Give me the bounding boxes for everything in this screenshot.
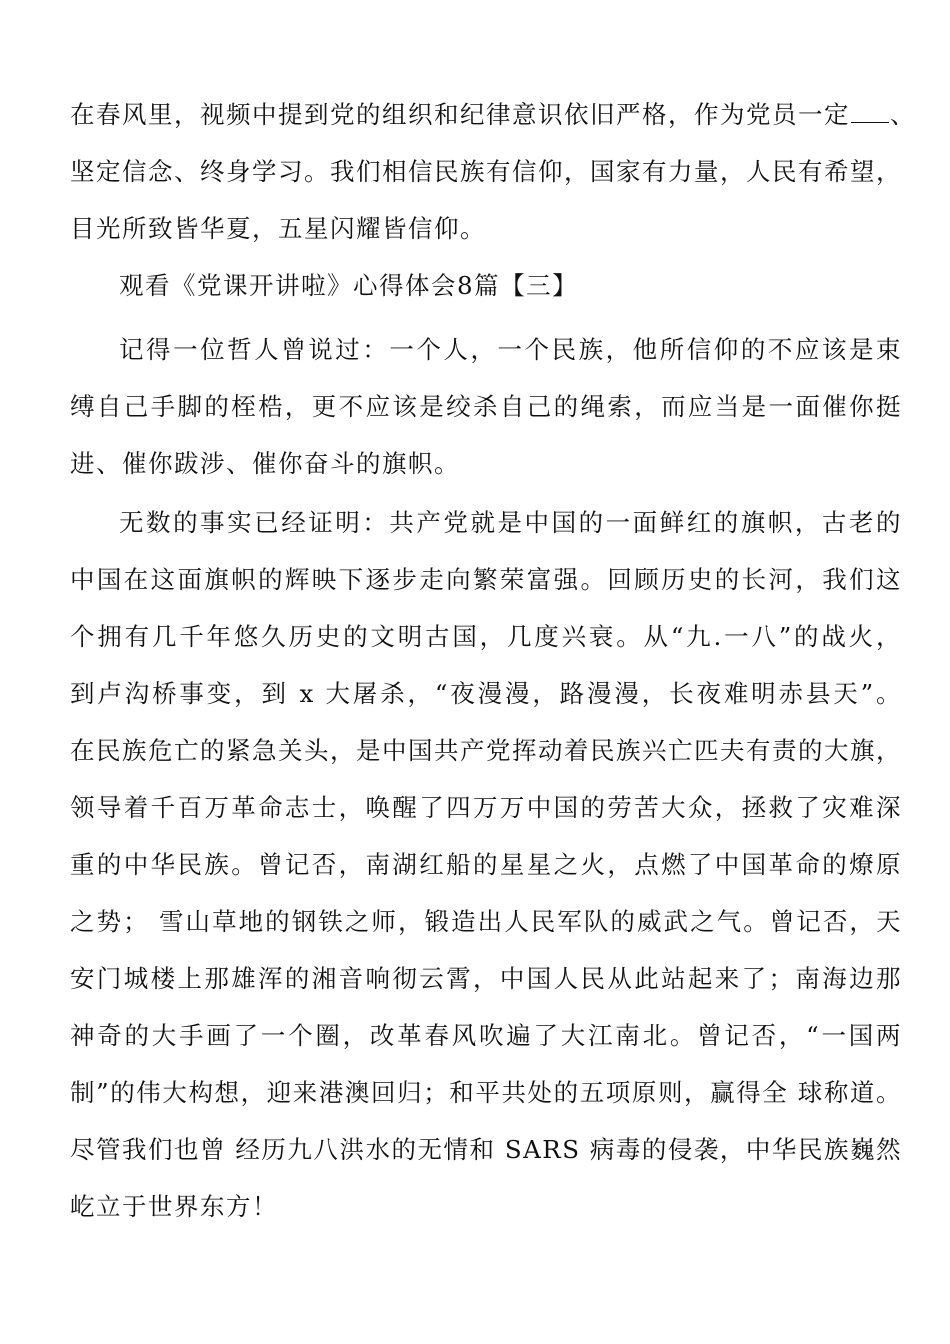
text-line	[70, 86, 916, 143]
text-line: 进、催你跋涉、催你奋斗的旗帜。	[70, 449, 460, 478]
text-line: 在民族危亡的紧急关头，是中国共产党挥动着民族兴亡匹夫有责的大旗，	[70, 736, 902, 765]
text-line: 记得一位哲人曾说过：一个人，一个民族，他所信仰的不应该是束	[119, 335, 902, 364]
text-line: 领导着千百万革命志士，唤醒了四万万中国的劳苦大众，拯救了灾难深	[70, 793, 902, 822]
text-line: 之势； 雪山草地的钢铁之师，锻造出人民军队的威武之气。曾记否，天	[70, 907, 902, 936]
text-line: 无数的事实已经证明：共产党就是中国的一面鲜红的旗帜，古老的	[119, 508, 902, 537]
text-line: 个拥有几千年悠久历史的文明古国，几度兴衰。从“九.一八”的战火，	[70, 622, 902, 651]
text-line: 到卢沟桥事变，到 x 大屠杀，“夜漫漫，路漫漫，长夜难明赤县天”。	[70, 679, 902, 708]
section-heading	[70, 257, 902, 314]
heading-text: 观看《党课开讲啦》心得体会8篇【三】	[119, 271, 579, 300]
text-line: 缚自己手脚的桎梏，更不应该是绞杀自己的绳索，而应当是一面催你挺	[70, 392, 902, 421]
text-line: 坚定信念、终身学习。我们相信民族有信仰，国家有力量，人民有希望，	[70, 157, 902, 186]
fill-in-blank	[851, 104, 889, 123]
text-line: 中国在这面旗帜的辉映下逐步走向繁荣富强。回顾历史的长河，我们这	[70, 565, 902, 594]
text-line: 重的中华民族。曾记否，南湖红船的星星之火，点燃了中国革命的燎原	[70, 850, 902, 879]
paragraph-continuation	[70, 86, 916, 257]
text-line: 制”的伟大构想，迎来港澳回归；和平共处的五项原则，赢得全 球称道。	[70, 1078, 902, 1107]
paragraph-history	[70, 494, 902, 1235]
text-segment: 、	[890, 100, 916, 129]
text-segment: 在春风里，视频中提到党的组织和纪律意识依旧严格，作为党员一定	[70, 100, 850, 129]
paragraph-philosopher-quote	[70, 321, 902, 492]
text-line: 尽管我们也曾 经历九八洪水的无情和 SARS 病毒的侵袭，中华民族巍然	[70, 1135, 902, 1164]
text-line: 屹立于世界东方！	[70, 1192, 278, 1221]
text-line: 神奇的大手画了一个圈，改革春风吹遍了大江南北。曾记否，“一国两	[70, 1021, 902, 1050]
text-line: 目光所致皆华夏，五星闪耀皆信仰。	[70, 214, 486, 243]
text-line: 安门城楼上那雄浑的湘音响彻云霄，中国人民从此站起来了；南海边那	[70, 964, 902, 993]
